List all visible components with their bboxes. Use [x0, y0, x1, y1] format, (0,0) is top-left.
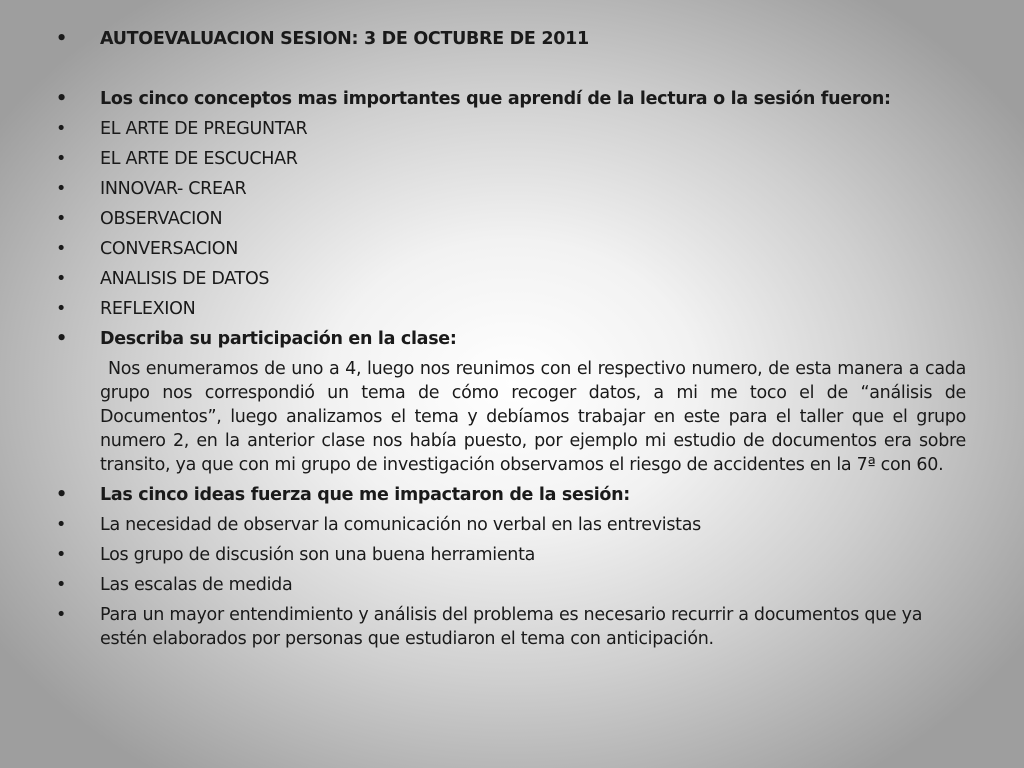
list-item: [56, 237, 966, 261]
concepts-heading: Los cinco conceptos mas importantes que aprendí de la lectura o la sesión fueron:: [100, 89, 891, 109]
list-item: [56, 207, 966, 231]
session-title: AUTOEVALUACION SESION: 3 DE OCTUBRE DE 2011: [100, 29, 589, 49]
idea-text: Los grupo de discusión son una buena herramienta: [100, 545, 536, 565]
list-item: [56, 543, 966, 567]
list-item: [56, 267, 966, 291]
idea-text: Para un mayor entendimiento y análisis del problema es necesario recurrir a documentos que ya estén elaborados por personas que estudiaron el tema con anticipación.: [100, 605, 923, 649]
idea-text: Las escalas de medida: [100, 575, 293, 595]
concept-text: EL ARTE DE PREGUNTAR: [100, 119, 308, 139]
concept-text: REFLEXION: [100, 299, 196, 319]
bullet-list: [56, 27, 966, 657]
list-item: [56, 297, 966, 321]
bullet-icon: •: [56, 239, 67, 259]
list-item: [56, 603, 966, 651]
list-item-participation-heading: [56, 327, 966, 351]
participation-heading: Describa su participación en la clase:: [100, 329, 457, 349]
bullet-icon: •: [56, 89, 67, 109]
bullet-icon: •: [56, 329, 67, 349]
list-item-ideas-heading: [56, 483, 966, 507]
ideas-heading: Las cinco ideas fuerza que me impactaron de la sesión:: [100, 485, 630, 505]
list-item-title: [56, 27, 966, 51]
list-item: [56, 573, 966, 597]
concept-text: EL ARTE DE ESCUCHAR: [100, 149, 298, 169]
bullet-icon: •: [56, 149, 67, 169]
bullet-icon: •: [56, 575, 67, 595]
list-item: [56, 513, 966, 537]
bullet-icon: •: [56, 179, 67, 199]
concept-text: OBSERVACION: [100, 209, 223, 229]
list-item-concepts-heading: [56, 87, 966, 111]
list-item: [56, 147, 966, 171]
bullet-icon: •: [56, 485, 67, 505]
list-item: [56, 177, 966, 201]
bullet-icon: •: [56, 269, 67, 289]
bullet-icon: •: [56, 515, 67, 535]
participation-paragraph: Nos enumeramos de uno a 4, luego nos reunimos con el respectivo numero, de esta manera a cada grupo nos correspondió un tema de cómo recoger datos, a mi me toco el de “análisis de Documentos”, luego analizamos el tema y debíamos trabajar en este para el taller que el grupo numero 2, en la anterior clase nos había puesto, por ejemplo mi estudio de documentos era sobre transito, ya que con mi grupo de investigación observamos el riesgo de accidentes en la 7ª con 60.: [100, 359, 966, 475]
bullet-icon: •: [56, 545, 67, 565]
concept-text: INNOVAR- CREAR: [100, 179, 247, 199]
concept-text: CONVERSACION: [100, 239, 239, 259]
bullet-icon: •: [56, 299, 67, 319]
bullet-icon: •: [56, 119, 67, 139]
bullet-icon: •: [56, 209, 67, 229]
bullet-icon: •: [56, 605, 67, 625]
list-item: [56, 117, 966, 141]
idea-text: La necesidad de observar la comunicación no verbal en las entrevistas: [100, 515, 701, 535]
bullet-icon: •: [56, 29, 67, 49]
concept-text: ANALISIS DE DATOS: [100, 269, 270, 289]
